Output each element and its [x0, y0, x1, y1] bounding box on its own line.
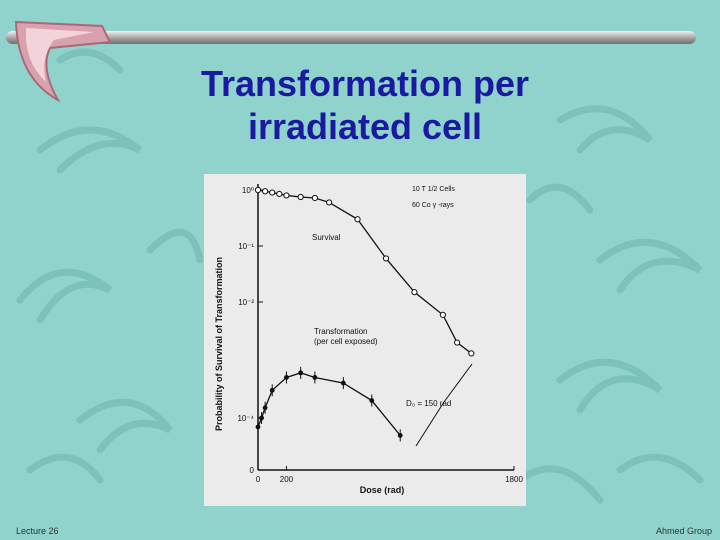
- survival-point: [298, 194, 303, 199]
- transformation-point: [284, 375, 289, 380]
- y-tick-label: 0: [249, 466, 254, 475]
- y-tick-label: 10⁻¹: [238, 242, 254, 251]
- title-line-1: Transformation per: [200, 63, 530, 104]
- transformation-point: [270, 388, 275, 393]
- x-tick-label: 200: [279, 475, 294, 484]
- x-tick-label: 0: [255, 475, 261, 484]
- transformation-point: [256, 425, 261, 430]
- survival-point: [412, 290, 417, 295]
- footer-group: Ahmed Group: [655, 526, 712, 536]
- transformation-curve: [258, 373, 400, 436]
- survival-point: [355, 217, 360, 222]
- d0-annotation: D₀ = 150 rad: [406, 399, 452, 408]
- footer-lecture: Lecture 26: [16, 526, 59, 536]
- transformation-label: Transformation: [314, 327, 368, 336]
- y-tick-label: 10⁻⁴: [237, 414, 254, 423]
- survival-point: [277, 191, 282, 196]
- survival-point: [284, 193, 289, 198]
- survival-point: [270, 190, 275, 195]
- survival-point: [469, 351, 474, 356]
- chart: [204, 174, 526, 506]
- transformation-point: [312, 375, 317, 380]
- survival-point: [327, 200, 332, 205]
- y-tick-label: 10⁻²: [238, 298, 254, 307]
- legend-line-1: 10 T 1/2 Cells: [412, 186, 455, 193]
- transformation-point: [259, 416, 264, 421]
- title-line-2: irradiated cell: [247, 106, 483, 147]
- survival-label: Survival: [312, 233, 341, 242]
- survival-point: [383, 256, 388, 261]
- slide-title: [120, 62, 610, 148]
- y-tick-label: 10⁰: [241, 186, 254, 195]
- y-axis-label: Probability of Survival of Transformation: [214, 256, 224, 432]
- survival-point: [312, 195, 317, 200]
- survival-point: [255, 187, 260, 192]
- d0-pointer-lower: [416, 402, 444, 446]
- x-axis-label: Dose (rad): [359, 485, 405, 495]
- transformation-sublabel: (per cell exposed): [314, 337, 378, 346]
- legend-line-2: 60 Co γ -rays: [412, 202, 454, 209]
- survival-point: [440, 312, 445, 317]
- transformation-point: [398, 433, 403, 438]
- transformation-point: [369, 398, 374, 403]
- chart-axes: [237, 184, 523, 484]
- survival-point: [455, 340, 460, 345]
- chart-image: [204, 174, 526, 506]
- x-tick-label: 1800: [505, 475, 523, 484]
- transformation-point: [341, 381, 346, 386]
- transformation-point: [263, 405, 268, 410]
- transformation-point: [298, 370, 303, 375]
- d0-pointer-upper: [444, 364, 472, 402]
- survival-point: [263, 189, 268, 194]
- boomerang-logo: [10, 8, 120, 108]
